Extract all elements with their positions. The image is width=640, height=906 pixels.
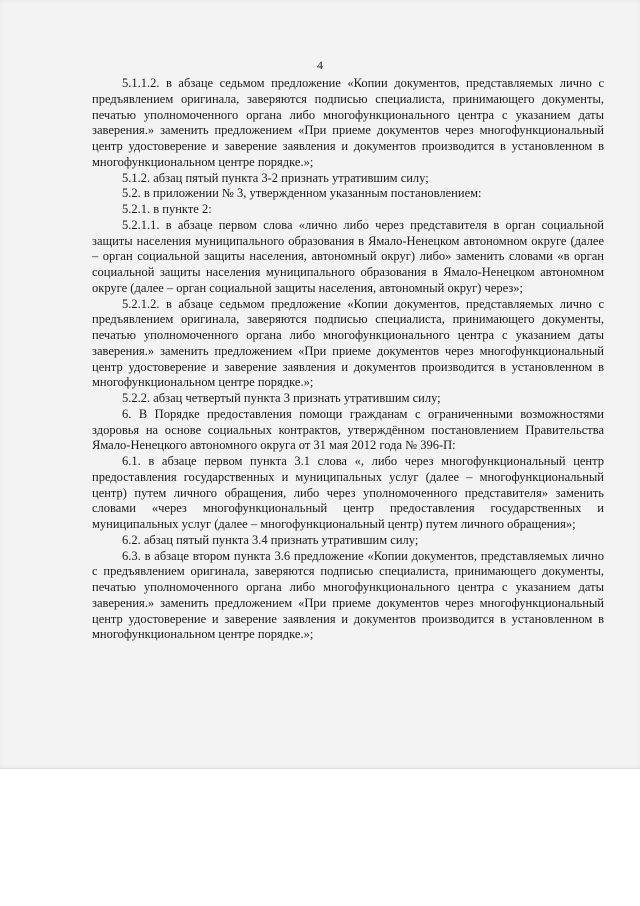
paragraph: 5.2. в приложении № 3, утвержденном указанным постановлением: — [122, 186, 482, 201]
paragraph: 6.3. в абзаце втором пункта 3.6 предложение «Копии документов, представляемых лично с предъявлением оригинала, заверяются подписью специалиста, принимающего документы, печатью уполномоченного органа либо многофункционального центра с указанием даты заверения.» заменить предложением «При приеме документов через многофункциональный центр удостоверение и заверение заявления и документов производится в установленном в многофункциональном центре порядке.»; — [92, 548, 604, 642]
paragraph: 5.1.1.2. в абзаце седьмом предложение «Копии документов, представляемых лично с предъявлением оригинала, заверяются подписью специалиста, принимающего документы, печатью уполномоченного органа либо многофункционального центра с указанием даты заверения.» заменить предложением «При приеме документов через многофункциональный центр удостоверение и заверение заявления и документов производится в установленном в многофункциональном центре порядке.»; — [92, 76, 604, 169]
page-number: 4 — [317, 58, 323, 72]
paragraph: 5.2.1.1. в абзаце первом слова «лично либо через представителя в орган социальной защиты населения муниципального образования в Ямало-Ненецком автономном округе (далее – орган социальной защиты населения, автономный округ) либо» заменить словами «в орган социальной защиты населения муниципального образования в Ямало-Ненецком автономном округе (далее – орган социальной защиты населения, автономный округ) через»; — [92, 217, 604, 295]
paragraph: 5.1.2. абзац пятый пункта 3-2 признать утратившим силу; — [122, 170, 429, 185]
document-body — [92, 76, 604, 643]
paragraph: 6.1. в абзаце первом пункта 3.1 слова «, либо через многофункциональный центр предоставления государственных и муниципальных услуг (далее – многофункциональный центр) путем личного обращения, либо через уполномоченного представителя» заменить словами «через многофункциональный центр предоставления государственных и муниципальных услуг (далее – многофункциональный центр) путем личного обращения»; — [92, 454, 604, 531]
paragraph: 5.2.2. абзац четвертый пункта 3 признать утратившим силу; — [122, 391, 441, 405]
paragraph: 5.2.1. в пункте 2: — [122, 202, 212, 216]
paragraph: 6. В Порядке предоставления помощи гражданам с ограниченными возможностями здоровья на основе социальных контрактов, утверждённом постановлением Правительства Ямало-Ненецкого автономного округа от 31 мая 2012 года № 396-П: — [92, 406, 604, 453]
paragraph: 6.2. абзац пятый пункта 3.4 признать утратившим силу; — [122, 532, 419, 547]
blank-area — [0, 768, 640, 906]
paragraph: 5.2.1.2. в абзаце седьмом предложение «Копии документов, представляемых лично с предъявлением оригинала, заверяются подписью специалиста, принимающего документы, печатью уполномоченного органа либо многофункционального центра с указанием даты заверения.» заменить предложением «При приеме документов через многофункциональный центр удостоверение и заверение заявления и документов производится в установленном в многофункциональном центре порядке.»; — [92, 296, 604, 390]
